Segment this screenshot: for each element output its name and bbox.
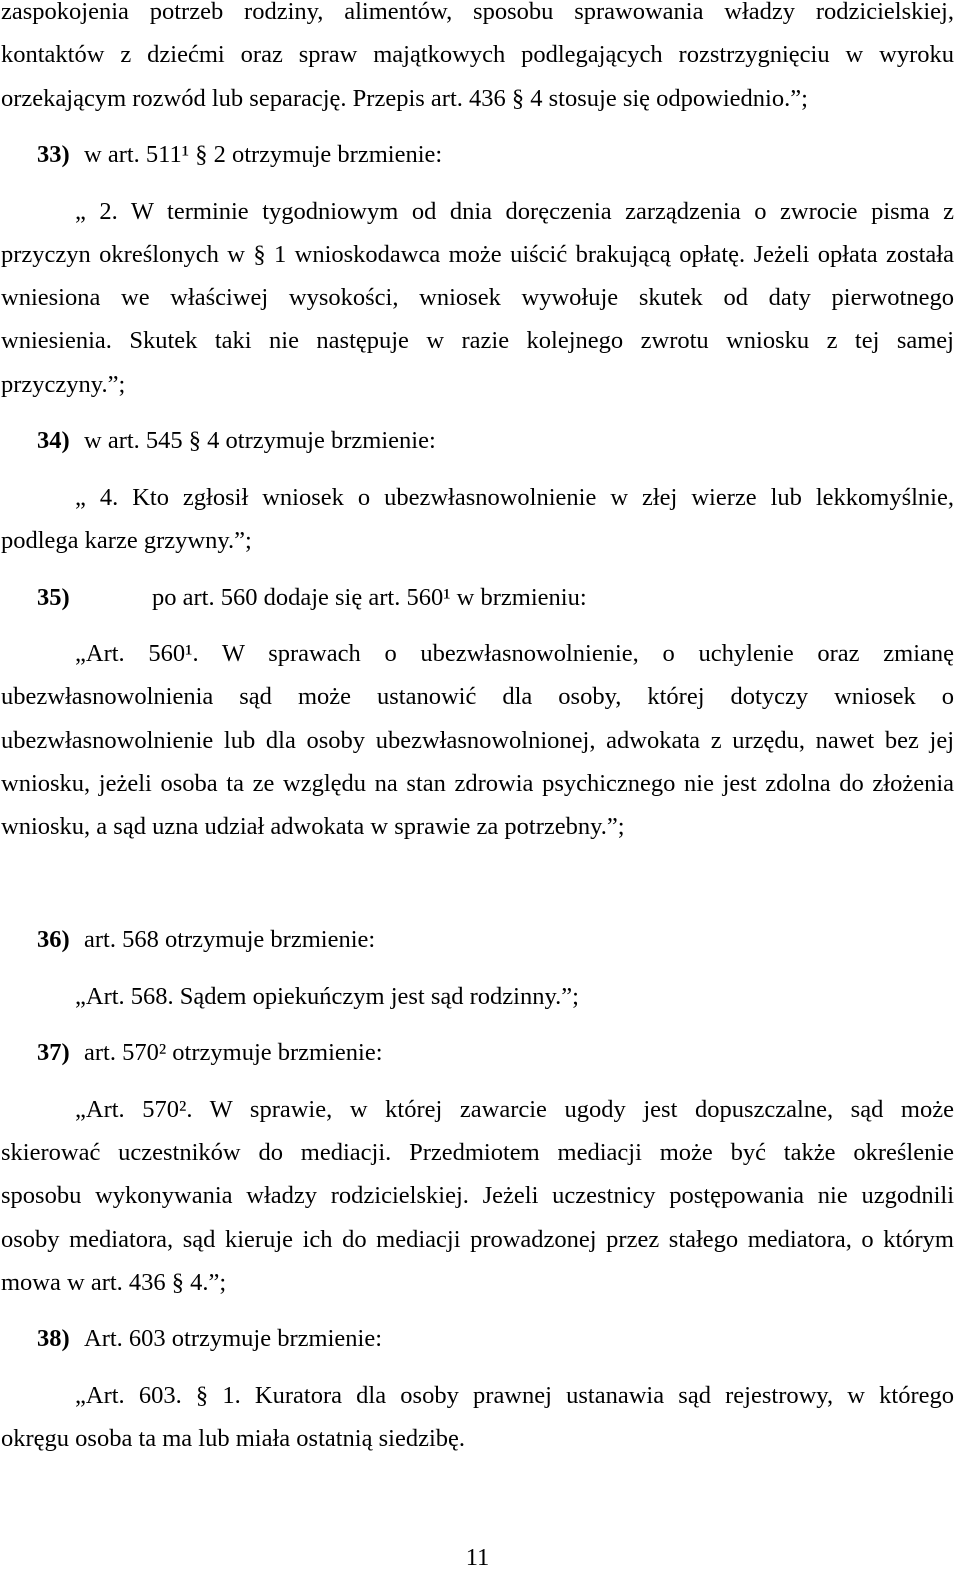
item-35-heading [1, 576, 954, 619]
text-line: skierować uczestników do mediacji. Przedmiotem mediacji może być także określenie [1, 1138, 954, 1166]
text-line: ubezwłasnowolnienie lub dla osoby ubezwłasnowolnionej, adwokata z urzędu, nawet bez jej [1, 726, 954, 754]
item-instruction: art. 568 otrzymuje brzmienie: [84, 926, 376, 954]
text-line: wniosku, jeżeli osoba ta ze względu na stan zdrowia psychicznego nie jest zdolna do złożenia [1, 769, 954, 797]
text-line: zaspokojenia potrzeb rodziny, alimentów, sposobu sprawowania władzy rodzicielskiej, [1, 0, 954, 25]
item-number: 33) [37, 141, 70, 169]
item-instruction: art. 570² otrzymuje brzmienie: [84, 1039, 383, 1067]
item-number: 37) [37, 1039, 70, 1067]
document-page [1, 0, 954, 1460]
item-34-heading [1, 419, 954, 462]
text-line: podlega karze grzywny.”; [1, 527, 252, 555]
item-number: 34) [37, 427, 70, 455]
item-35-amendment-text [1, 632, 954, 848]
text-line: osoby mediatora, sąd kieruje ich do mediacji prowadzonej przez stałego mediatora, o którym [1, 1225, 954, 1253]
text-line: „ 2. W terminie tygodniowym od dnia doręczenia zarządzenia o zwrocie pisma z [75, 197, 954, 225]
item-36-heading [1, 918, 954, 961]
item-38-heading [1, 1317, 954, 1360]
text-line: wniosku, a sąd uzna udział adwokata w sprawie za potrzebny.”; [1, 813, 625, 841]
text-line: wniesienia. Skutek taki nie następuje w razie kolejnego zwrotu wniosku z tej samej [1, 327, 954, 355]
text-line: kontaktów z dziećmi oraz spraw majątkowych podlegających rozstrzygnięciu w wyroku [1, 41, 954, 69]
text-line: „ 4. Kto zgłosił wniosek o ubezwłasnowolnienie w złej wierze lub lekkomyślnie, [75, 483, 954, 511]
text-line: przyczyny.”; [1, 370, 126, 398]
text-line: ubezwłasnowolnienia sąd może ustanowić dla osoby, której dotyczy wniosek o [1, 683, 954, 711]
item-instruction: w art. 511¹ § 2 otrzymuje brzmienie: [84, 141, 443, 169]
text-line: „Art. 603. § 1. Kuratora dla osoby prawnej ustanawia sąd rejestrowy, w którego [75, 1381, 954, 1409]
text-line: przyczyn określonych w § 1 wnioskodawca może uiścić brakującą opłatę. Jeżeli opłata została [1, 240, 954, 268]
item-36-amendment-text [1, 975, 954, 1018]
text-line: „Art. 560¹. W sprawach o ubezwłasnowolnienie, o uchylenie oraz zmianę [75, 639, 954, 667]
item-37-amendment-text [1, 1088, 954, 1304]
item-number: 36) [37, 926, 70, 954]
text-line: „Art. 568. Sądem opiekuńczym jest sąd rodzinny.”; [75, 982, 579, 1010]
item-37-heading [1, 1031, 954, 1074]
text-line: mowa w art. 436 § 4.”; [1, 1268, 227, 1296]
item-number: 35) [37, 583, 70, 611]
item-number: 38) [37, 1325, 70, 1353]
item-33-amendment-text [1, 190, 954, 406]
text-line: „Art. 570². W sprawie, w której zawarcie ugody jest dopuszczalne, sąd może [75, 1095, 954, 1123]
intro-paragraph [1, 0, 954, 120]
item-34-amendment-text [1, 476, 954, 563]
item-instruction: w art. 545 § 4 otrzymuje brzmienie: [84, 427, 436, 455]
text-line: sposobu wykonywania władzy rodzicielskiej. Jeżeli uczestnicy postępowania nie uzgodnili [1, 1182, 954, 1210]
item-33-heading [1, 133, 954, 176]
text-line: wniesiona we właściwej wysokości, wniosek wywołuje skutek od daty pierwotnego [1, 284, 954, 312]
item-instruction: po art. 560 dodaje się art. 560¹ w brzmieniu: [152, 583, 587, 611]
item-38-amendment-text [1, 1374, 954, 1461]
item-instruction: Art. 603 otrzymuje brzmienie: [84, 1325, 382, 1353]
text-line: orzekającym rozwód lub separację. Przepis art. 436 § 4 stosuje się odpowiednio.”; [1, 84, 808, 112]
page-number: 11 [465, 1544, 490, 1571]
text-line: okręgu osoba ta ma lub miała ostatnią siedzibę. [1, 1425, 466, 1453]
